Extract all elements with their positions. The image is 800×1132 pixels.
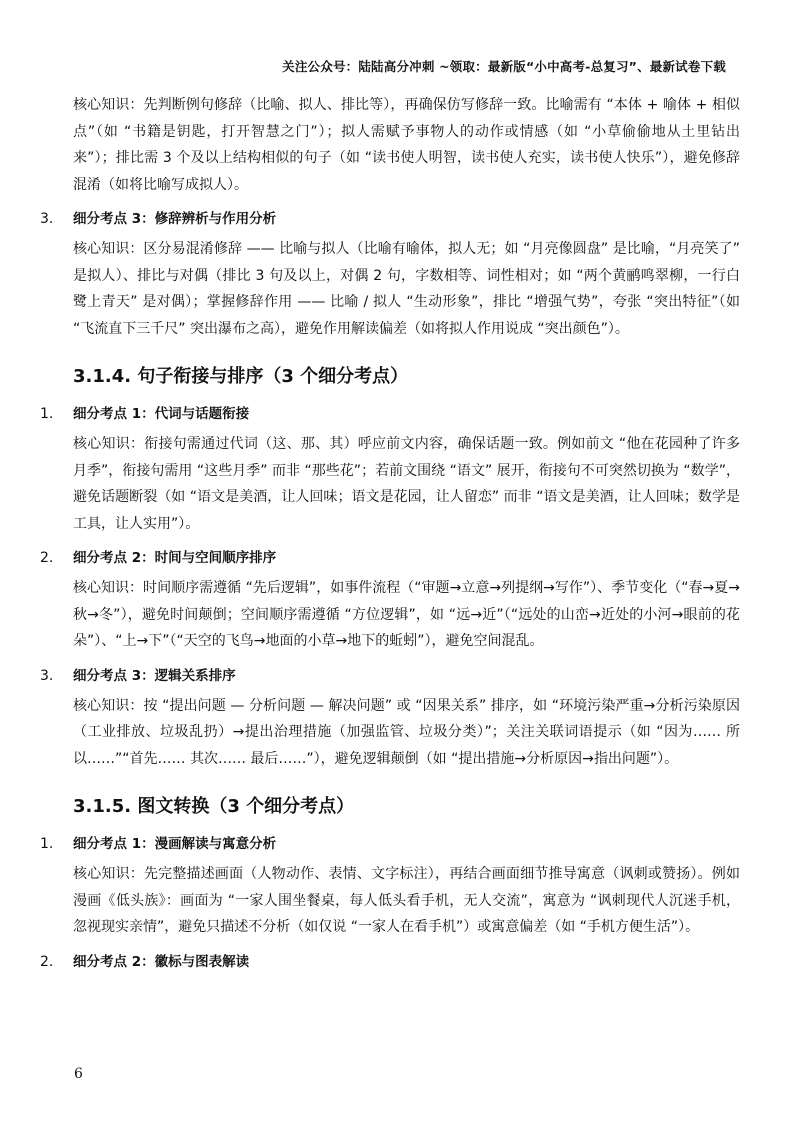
list-item-1-pronoun-cohesion xyxy=(40,402,740,422)
paragraph-rhetoric-analysis: 核心知识：区分易混淆修辞 —— 比喻与拟人（比喻有喻体，拟人无；如 “月亮像圆盘” 是比喻，“月亮笑了” 是拟人）、排比与对偶（排比 3 句及以上，对偶 2 句，字数相等、词性相对；如 “两个黄鹂鸣翠柳，一行白鹭上青天” 是对偶）；掌握修辞作用 —— 比喻 / 拟人 “生动形象”，排比 “增强气势”，夸张 “突出特征”（如 “飞流直下三千尺” 突出瀑布之高），避免作用解读偏差（如将拟人作用说成 “突出颜色”）。 xyxy=(73,241,740,337)
section-heading-3-1-4: 3.1.4. 句子衔接与排序（3 个细分考点） xyxy=(73,366,409,387)
list-item-title: 细分考点 2：时间与空间顺序排序 xyxy=(73,550,277,566)
list-number: 1. xyxy=(40,406,54,422)
list-item-2-logo-chart-reading xyxy=(40,950,740,970)
list-number: 1. xyxy=(40,836,54,852)
list-item-3-logic-order xyxy=(40,664,740,684)
page-number: 6 xyxy=(74,1066,83,1082)
list-item-1-comic-interpretation xyxy=(40,832,740,852)
list-item-title: 细分考点 1：代词与话题衔接 xyxy=(73,406,250,422)
page-header-banner: 关注公众号：陆陆高分冲刺 ~领取：最新版“小中高考-总复习”、最新试卷下载 xyxy=(282,59,726,74)
list-item-title: 细分考点 3：逻辑关系排序 xyxy=(73,667,236,684)
list-number: 3. xyxy=(40,211,54,227)
list-item-title: 细分考点 2：徽标与图表解读 xyxy=(73,953,250,970)
page-content xyxy=(40,92,740,979)
list-number: 2. xyxy=(40,953,54,970)
list-number: 2. xyxy=(40,550,54,566)
section-heading-3-1-5: 3.1.5. 图文转换（3 个细分考点） xyxy=(73,796,355,817)
paragraph-comic-interpretation: 核心知识：先完整描述画面（人物动作、表情、文字标注），再结合画面细节推导寓意（讽刺或赞扬）。例如漫画《低头族》：画面为 “一家人围坐餐桌，每人低头看手机，无人交流”，寓意为 “讽刺现代人沉迷手机，忽视现实亲情”，避免只描述不分析（如仅说 “一家人在看手机”）或寓意偏差（如 “手机方便生活”）。 xyxy=(73,866,740,935)
list-number: 3. xyxy=(40,667,54,684)
list-item-title: 细分考点 1：漫画解读与寓意分析 xyxy=(73,836,277,852)
list-item-2-time-space-order xyxy=(40,546,740,566)
paragraph-rhetoric-imitation: 核心知识：先判断例句修辞（比喻、拟人、排比等），再确保仿写修辞一致。比喻需有 “本体 + 喻体 + 相似点”（如 “书籍是钥匙，打开智慧之门”）；拟人需赋予事物人的动作或情感（如 “小草偷偷地从土里钻出来”）；排比需 3 个及以上结构相似的句子（如 “读书使人明智，读书使人充实，读书使人快乐”），避免修辞混淆（如将比喻写成拟人）。 xyxy=(73,97,740,193)
paragraph-time-space-order: 核心知识：时间顺序需遵循 “先后逻辑”，如事件流程（“审题→立意→列提纲→写作”）、季节变化（“春→夏→秋→冬”），避免时间颠倒；空间顺序需遵循 “方位逻辑”，如 “远→近”（“远处的山峦→近处的小河→眼前的花朵”）、“上→下”（“天空的飞鸟→地面的小草→地下的蚯蚓”），避免空间混乱。 xyxy=(73,580,740,649)
list-item-3-rhetoric-analysis xyxy=(40,207,740,227)
list-item-title: 细分考点 3：修辞辨析与作用分析 xyxy=(73,211,277,227)
paragraph-logic-order: 核心知识：按 “提出问题 — 分析问题 — 解决问题” 或 “因果关系” 排序，如 “环境污染严重→分析污染原因（工业排放、垃圾乱扔）→提出治理措施（加强监管、垃圾分类）”；关注关联词语提示（如 “因为…… 所以……”“首先…… 其次…… 最后……”），避免逻辑颠倒（如 “提出措施→分析原因→指出问题”）。 xyxy=(73,697,740,767)
paragraph-pronoun-cohesion: 核心知识：衔接句需通过代词（这、那、其）呼应前文内容，确保话题一致。例如前文 “他在花园种了许多月季”，衔接句需用 “这些月季” 而非 “那些花”；若前文围绕 “语文” 展开，衔接句不可突然切换为 “数学”，避免话题断裂（如 “语文是美酒，让人回味；语文是花园，让人留恋” 而非 “语文是美酒，让人回味；数学是工具，让人实用”）。 xyxy=(73,436,740,532)
